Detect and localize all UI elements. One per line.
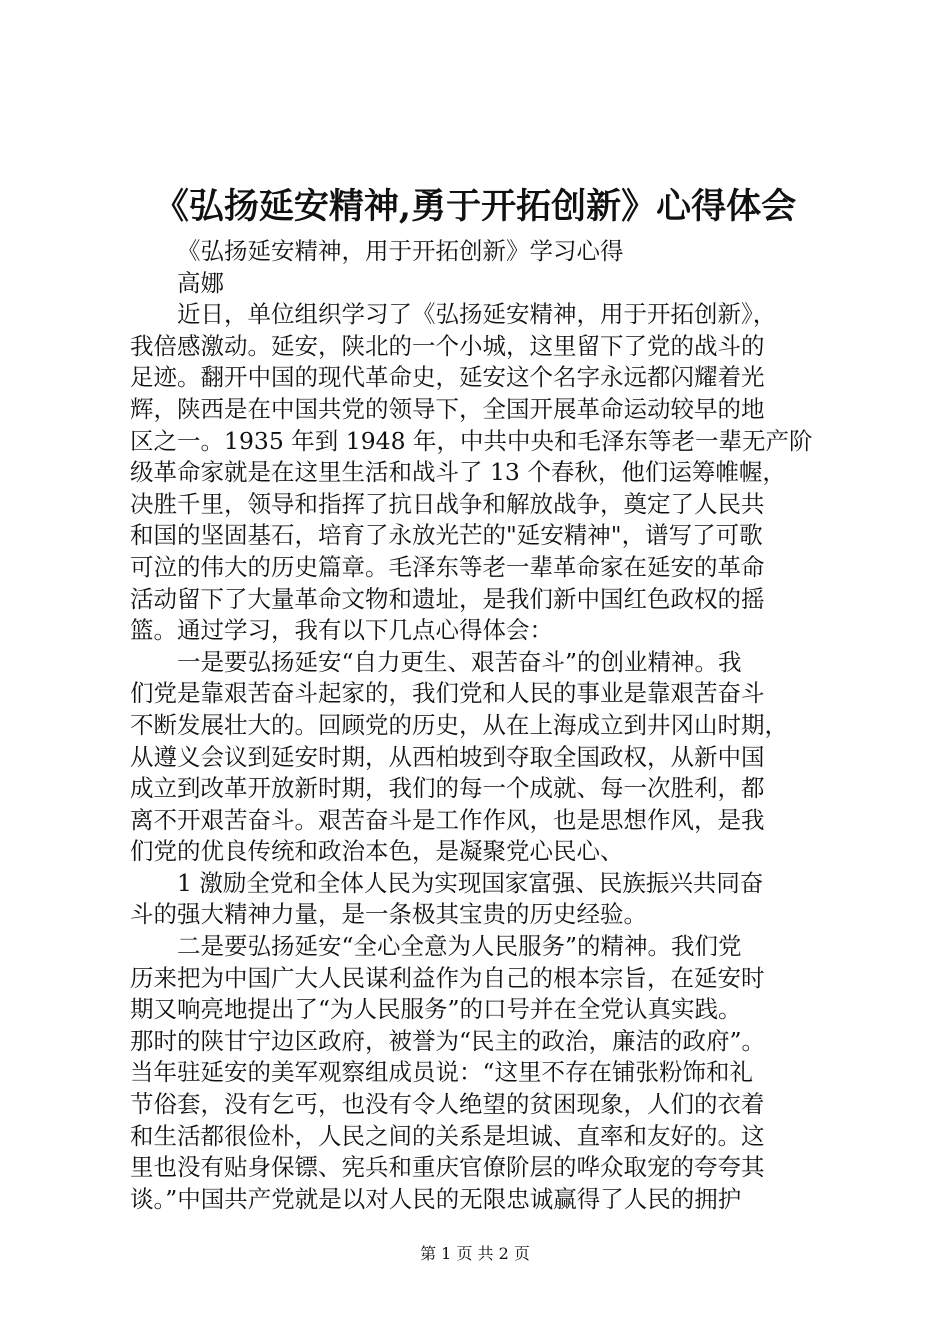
text-line: 当年驻延安的美军观察组成员说：“这里不存在铺张粉饰和礼: [130, 1058, 754, 1087]
text-line: 《弘扬延安精神，用于开拓创新》学习心得: [177, 237, 624, 265]
text-line: 历来把为中国广大人民谋利益作为自己的根本宗旨，在延安时: [130, 963, 765, 992]
text-line: 可泣的伟大的历史篇章。毛泽东等老一辈革命家在延安的革命: [130, 552, 765, 581]
document-title: 《弘扬延安精神,勇于开拓创新》心得体会: [153, 186, 797, 227]
text-line: 辉，陕西是在中国共党的领导下，全国开展革命运动较早的地: [130, 394, 765, 423]
text-line: 1 激励全党和全体人民为实现国家富强、民族振兴共同奋: [177, 868, 764, 897]
text-line: 斗的强大精神力量，是一条极其宝贵的历史经验。: [130, 900, 647, 929]
text-line: 我倍感激动。延安，陕北的一个小城，这里留下了党的战斗的: [130, 331, 765, 360]
text-line: 和生活都很俭朴，人民之间的关系是坦诚、直率和友好的。这: [130, 1121, 765, 1150]
text-line: 足迹。翻开中国的现代革命史，延安这个名字永远都闪耀着光: [130, 363, 765, 392]
text-line: 活动留下了大量革命文物和遗址，是我们新中国红色政权的摇: [130, 584, 765, 613]
text-line: 从遵义会议到延安时期，从西柏坡到夺取全国政权，从新中国: [130, 742, 765, 771]
text-line: 们党的优良传统和政治本色，是凝聚党心民心、: [130, 837, 624, 866]
text-line: 那时的陕甘宁边区政府，被誉为“民主的政治，廉洁的政府”。: [130, 1026, 766, 1055]
text-line: 区之一。1935 年到 1948 年，中共中央和毛泽东等老一辈无产阶: [130, 426, 813, 455]
text-line: 近日，单位组织学习了《弘扬延安精神，用于开拓创新》，: [177, 300, 777, 329]
text-line: 不断发展壮大的。回顾党的历史，从在上海成立到井冈山时期，: [130, 710, 788, 739]
text-line: 里也没有贴身保镖、宪兵和重庆官僚阶层的哗众取宠的夸夸其: [130, 1153, 765, 1182]
text-line: 决胜千里，领导和指挥了抗日战争和解放战争，奠定了人民共: [130, 489, 765, 518]
text-line: 成立到改革开放新时期，我们的每一个成就、每一次胜利，都: [130, 774, 765, 803]
text-line: 谈。”中国共产党就是以对人民的无限忠诚赢得了人民的拥护: [130, 1184, 742, 1213]
text-line: 高娜: [177, 268, 224, 297]
text-line: 篮。通过学习，我有以下几点心得体会：: [130, 616, 553, 645]
page-footer: 第 1 页 共 2 页: [420, 1244, 530, 1263]
text-line: 和国的坚固基石，培育了永放光芒的"延安精神"，谱写了可歌: [130, 521, 763, 550]
text-line: 期又响亮地提出了“为人民服务”的口号并在全党认真实践。: [130, 995, 742, 1024]
text-line: 二是要弘扬延安“全心全意为人民服务”的精神。我们党: [177, 932, 742, 961]
text-line: 们党是靠艰苦奋斗起家的，我们党和人民的事业是靠艰苦奋斗: [130, 679, 765, 708]
text-line: 级革命家就是在这里生活和战斗了 13 个春秋，他们运筹帷幄，: [130, 458, 786, 487]
text-line: 离不开艰苦奋斗。艰苦奋斗是工作作风，也是思想作风，是我: [130, 805, 765, 834]
text-line: 一是要弘扬延安“自力更生、艰苦奋斗”的创业精神。我: [177, 647, 742, 676]
document-body: [130, 236, 830, 1215]
text-line: 节俗套，没有乞丐，也没有令人绝望的贫困现象，人们的衣着: [130, 1090, 765, 1119]
